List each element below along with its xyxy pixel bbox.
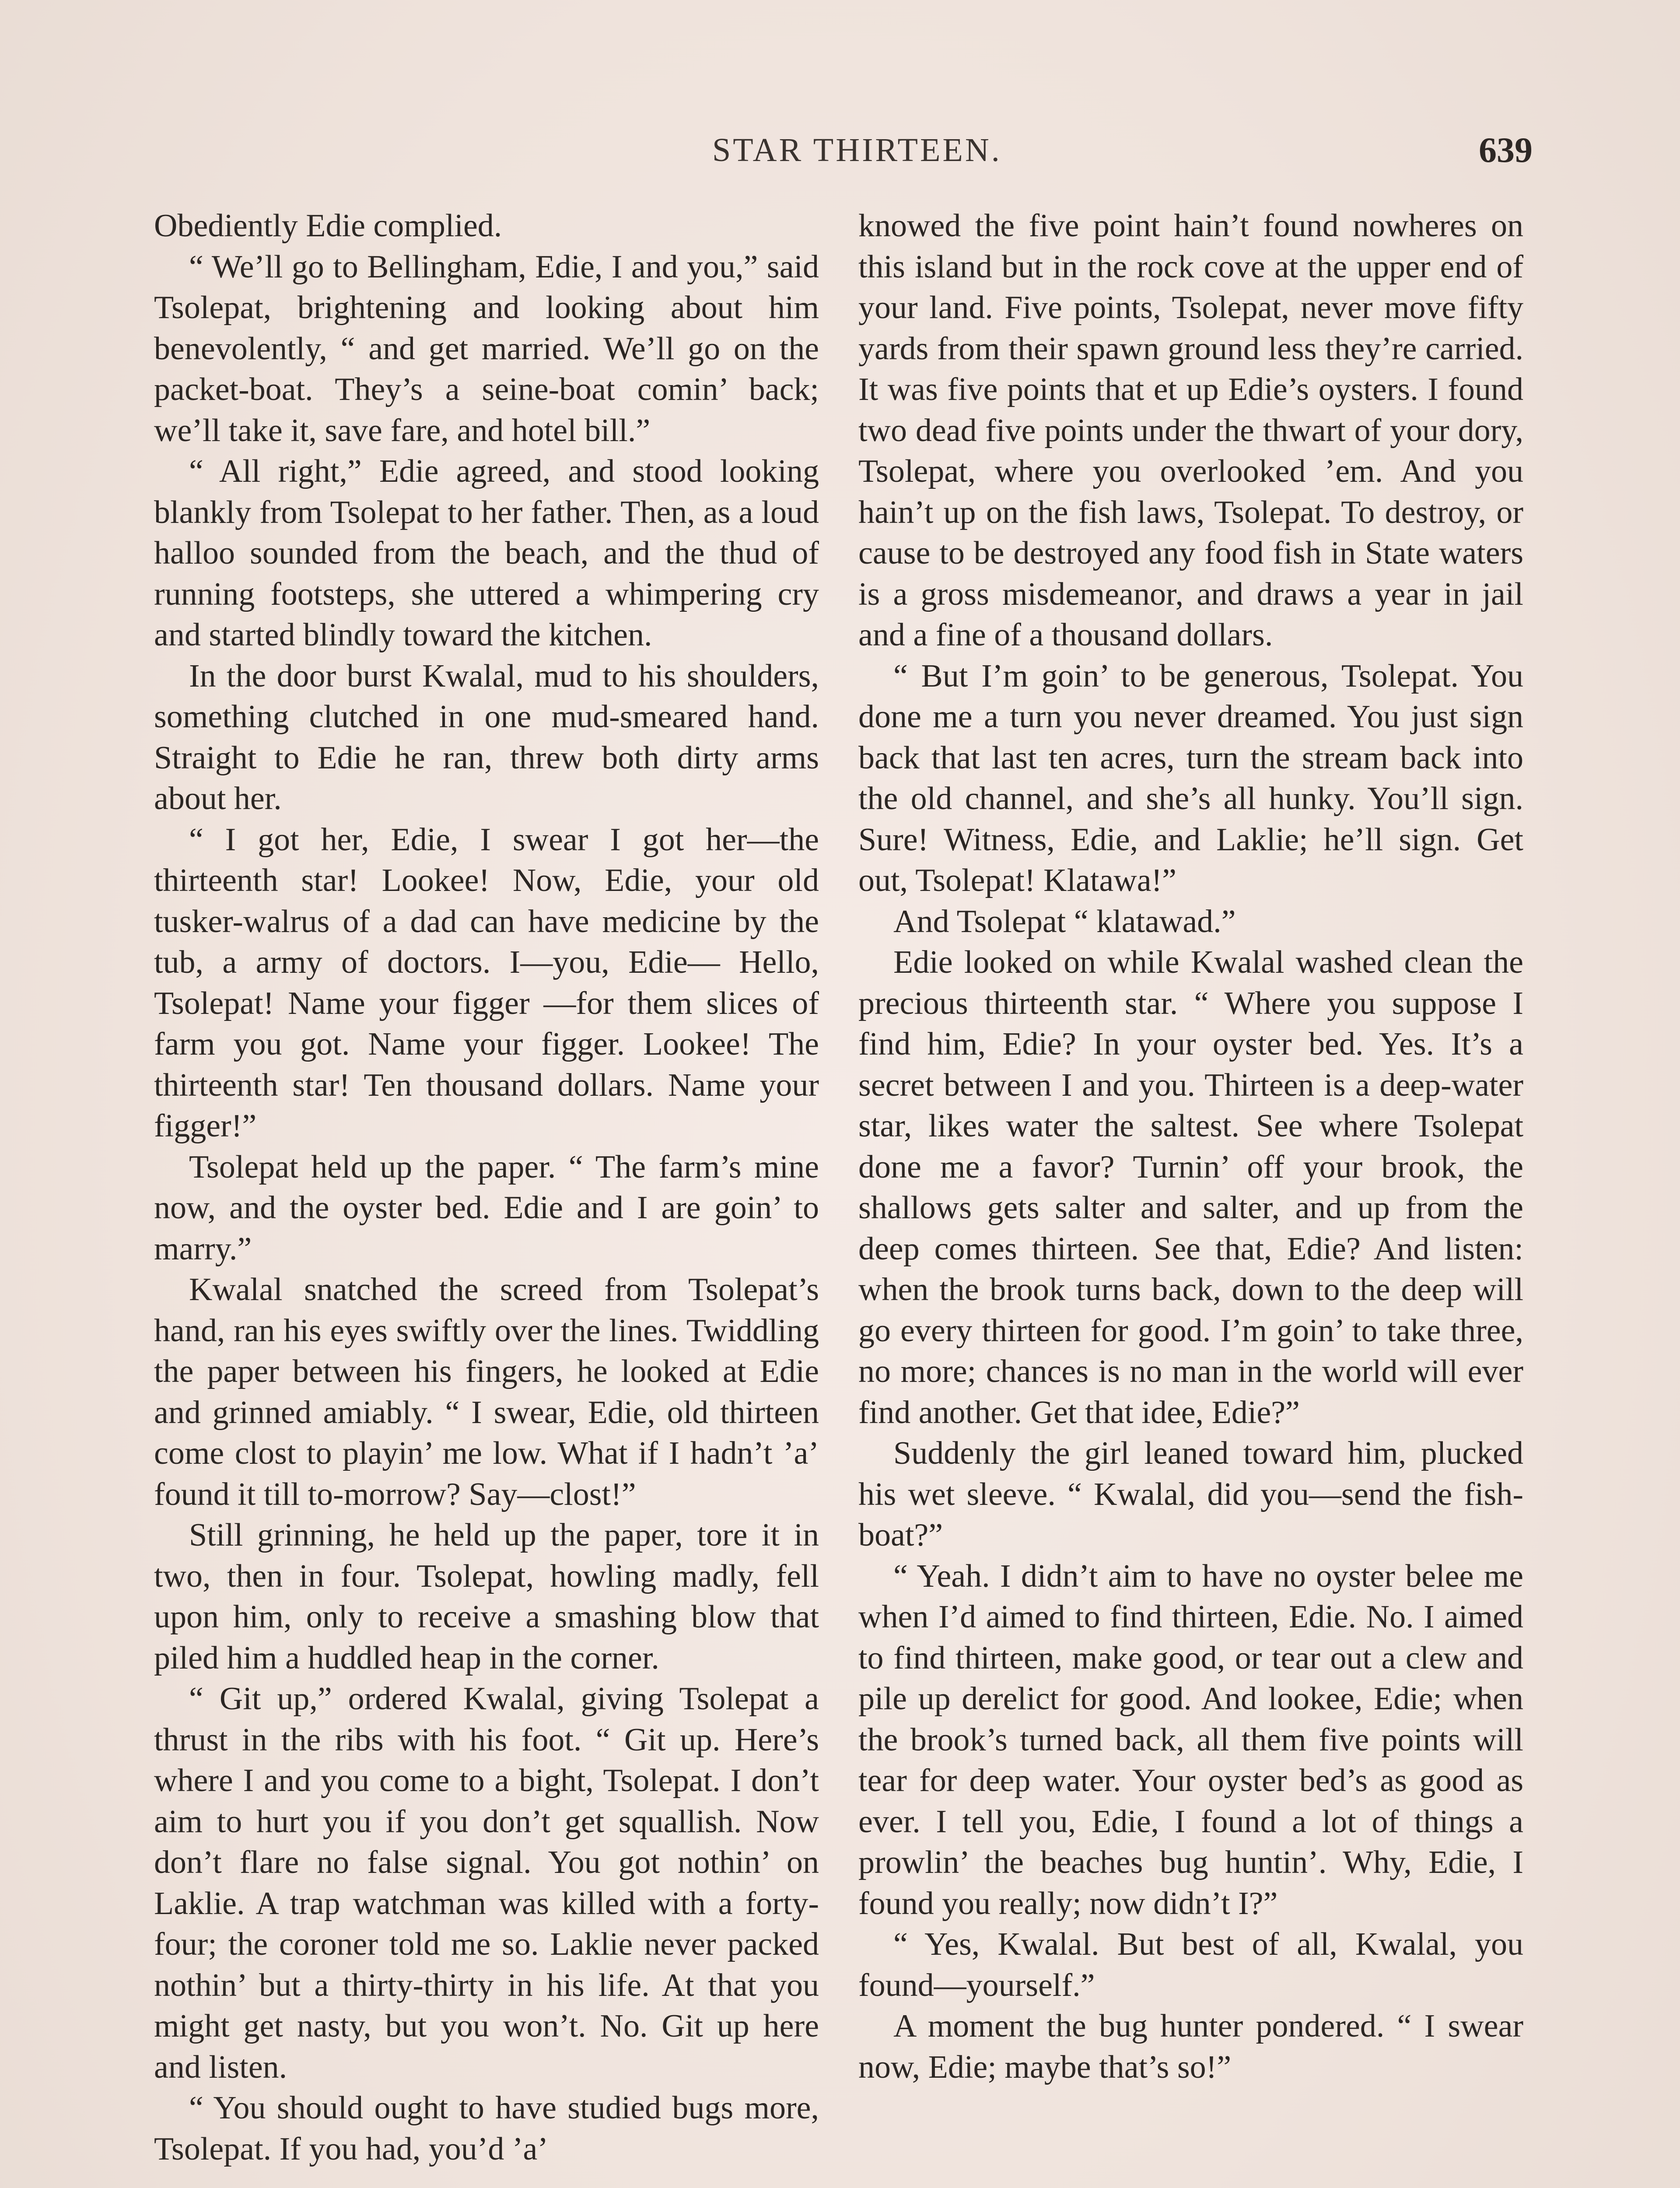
paragraph: “ Git up,” ordered Kwalal, giving Tsolepat a thrust in the ribs with his foot. “ Git up. Here’s where I and you come to a bight, Tsolepat. I don’t aim to hurt you if you don’t get squallish. Now don’t flare no false signal. You got nothin’ on Laklie. A trap watchman was killed with a forty-four; the coroner told me so. Laklie never packed nothin’ but a thirty-thirty in his life. At that you might get nasty, but you won’t. No. Git up here and listen. — [154, 1681, 819, 2085]
paragraph: “ But I’m goin’ to be generous, Tsolepat. You done me a turn you never dreamed. You just sign back that last ten acres, turn the stream back into the old channel, and she’s all hunky. You’ll sign. Sure! Witness, Edie, and Laklie; he’ll sign. Get out, Tsolepat! Klatawa!” — [858, 658, 1523, 898]
paragraph: A moment the bug hunter pondered. “ I swear now, Edie; maybe that’s so!” — [858, 2008, 1523, 2085]
text-column-left — [154, 206, 819, 2170]
running-head: STAR THIRTEEN. — [712, 132, 1002, 168]
paragraph: Obediently Edie complied. — [154, 208, 502, 244]
paragraph: Tsolepat held up the paper. “ The farm’s mine now, and the oyster bed. Edie and I are goin’ to marry.” — [154, 1149, 819, 1267]
paragraph: “ Yes, Kwalal. But best of all, Kwalal, you found—yourself.” — [858, 1926, 1523, 2003]
paragraph: And Tsolepat “ klatawad.” — [893, 903, 1236, 940]
paragraph: Kwalal snatched the screed from Tsolepat’s hand, ran his eyes swiftly over the lines. Twiddling the paper between his fingers, he looked at Edie and grinned amiably. “ I swear, Edie, old thirteen come clost to playin’ me low. What if I hadn’t ’a’ found it till to-morrow? Say—clost!” — [154, 1272, 819, 1512]
text-column-right — [858, 206, 1523, 2088]
paragraph: Suddenly the girl leaned toward him, plucked his wet sleeve. “ Kwalal, did you—send the fish-boat?” — [858, 1435, 1523, 1553]
paragraph: “ I got her, Edie, I swear I got her—the thirteenth star! Lookee! Now, Edie, your old tusker-walrus of a dad can have medicine by the tub, a army of doctors. I—you, Edie— Hello, Tsolepat! Name your figger —for them slices of farm you got. Name your figger. Lookee! The thirteenth star! Ten thousand dollars. Name your figger!” — [154, 821, 819, 1144]
paragraph: Still grinning, he held up the paper, tore it in two, then in four. Tsolepat, howling madly, fell upon him, only to receive a smashing blow that piled him a huddled heap in the corner. — [154, 1517, 819, 1676]
paragraph: knowed the five point hain’t found nowheres on this island but in the rock cove at the upper end of your land. Five points, Tsolepat, never move fifty yards from their spawn ground less they’re carried. It was five points that et up Edie’s oysters. I found two dead five points under the thwart of your dory, Tsolepat, where you overlooked ’em. And you hain’t up on the fish laws, Tsolepat. To destroy, or cause to be destroyed any food fish in State waters is a gross misdemeanor, and draws a year in jail and a fine of a thousand dollars. — [858, 208, 1523, 653]
paragraph: In the door burst Kwalal, mud to his shoulders, something clutched in one mud-smeared hand. Straight to Edie he ran, threw both dirty arms about her. — [154, 658, 819, 817]
paragraph: “ We’ll go to Bellingham, Edie, I and you,” said Tsolepat, brightening and looking about him benevolently, “ and get married. We’ll go on the packet-boat. They’s a seine-boat comin’ back; we’ll take it, save fare, and hotel bill.” — [154, 249, 819, 449]
paragraph: “ Yeah. I didn’t aim to have no oyster belee me when I’d aimed to find thirteen, Edie. No. I aimed to find thirteen, make good, or tear out a clew and pile up derelict for good. And lookee, Edie; when the brook’s turned back, all them five points will tear for deep water. Your oyster bed’s as good as ever. I tell you, Edie, I found a lot of things a prowlin’ the beaches bug huntin’. Why, Edie, I found you really; now didn’t I?” — [858, 1558, 1523, 1922]
paragraph: Edie looked on while Kwalal washed clean the precious thirteenth star. “ Where you suppose I find him, Edie? In your oyster bed. Yes. It’s a secret between I and you. Thirteen is a deep-water star, likes water the saltest. See where Tsolepat done me a favor? Turnin’ off your brook, the shallows gets salter and salter, and up from the deep comes thirteen. See that, Edie? And listen: when the brook turns back, down to the deep will go every thirteen for good. I’m goin’ to take three, no more; chances is no man in the world will ever find another. Get that idee, Edie?” — [858, 944, 1523, 1431]
paragraph: “ You should ought to have studied bugs more, Tsolepat. If you had, you’d ’a’ — [154, 2090, 819, 2167]
page-number: 639 — [1479, 130, 1533, 170]
paragraph: “ All right,” Edie agreed, and stood looking blankly from Tsolepat to her father. Then, as a loud halloo sounded from the beach, and the thud of running footsteps, she uttered a whimpering cry and started blindly toward the kitchen. — [154, 453, 819, 653]
